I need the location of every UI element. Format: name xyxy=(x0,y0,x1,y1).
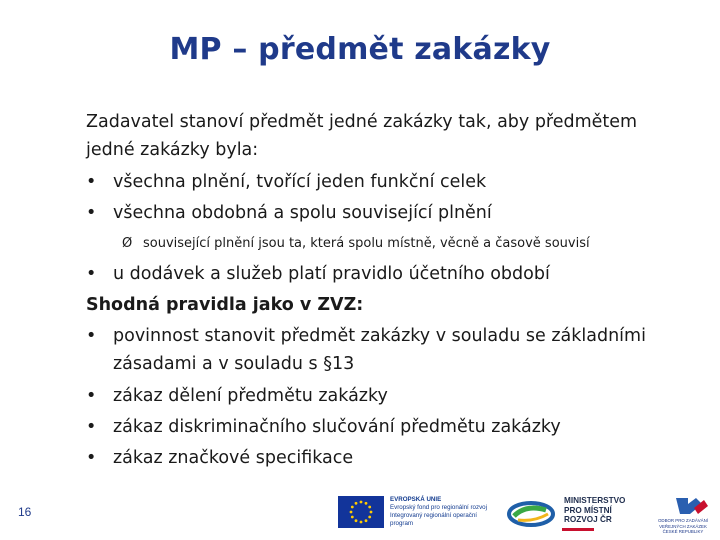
eu-line-3: Integrovaný regionální operační program xyxy=(390,512,478,527)
bullet-icon: • xyxy=(86,264,97,284)
ministry-logo-text xyxy=(564,496,625,525)
footer-logos xyxy=(336,494,720,540)
ministry-line-1: MINISTERSTVO xyxy=(564,496,626,505)
sub-bullet-text: související plnění jsou ta, která spolu místně, věcně a časově souvisí xyxy=(143,236,590,251)
bullet-icon: • xyxy=(86,326,97,346)
bullet-icon: • xyxy=(86,417,97,437)
bullet-text: u dodávek a služeb platí pravidlo účetního období xyxy=(113,264,550,284)
bullet-item xyxy=(86,259,676,290)
bullet-icon: • xyxy=(86,203,97,223)
section-heading: Shodná pravidla jako v ZVZ: xyxy=(86,295,364,315)
gov-line-1: ODBOR PRO ZADÁVÁNÍ VEŘEJNÝCH ZAKÁZEK xyxy=(657,518,708,529)
arrow-bullet-icon: Ø xyxy=(122,236,133,251)
bullet-item xyxy=(86,322,676,378)
bullet-text: všechna plnění, tvořící jeden funkční celek xyxy=(113,172,487,192)
sub-bullet-item xyxy=(86,229,676,259)
page-number: 16 xyxy=(18,505,32,519)
bullet-item xyxy=(86,412,676,443)
bullet-text: povinnost stanovit předmět zakázky v souladu se základními zásadami a v souladu s §13 xyxy=(113,326,646,374)
bullet-text: všechna obdobná a spolu související plnění xyxy=(113,203,492,223)
bullet-text: zákaz značkové specifikace xyxy=(113,448,354,468)
slide-content xyxy=(86,108,676,474)
procurement-office-text xyxy=(646,518,720,535)
eu-heading: EVROPSKÁ UNIE xyxy=(390,496,442,503)
bullet-icon: • xyxy=(86,172,97,192)
eu-logo-text xyxy=(390,496,500,528)
eu-line-2: Evropský fond pro regionální rozvoj xyxy=(390,504,487,511)
ministry-line-2: PRO MÍSTNÍ xyxy=(564,505,612,515)
bullet-text: zákaz dělení předmětu zakázky xyxy=(113,386,388,406)
bullet-item xyxy=(86,167,676,198)
bullet-item xyxy=(86,381,676,412)
irop-logo-icon xyxy=(506,500,556,528)
bullet-icon: • xyxy=(86,448,97,468)
gov-line-2: ČESKÉ REPUBLIKY xyxy=(662,529,704,534)
bullet-item xyxy=(86,443,676,474)
bullet-icon: • xyxy=(86,386,97,406)
bullet-item xyxy=(86,198,676,229)
slide-title: MP – předmět zakázky xyxy=(169,32,551,67)
eu-flag-icon xyxy=(338,496,384,528)
bullet-text: zákaz diskriminačního slučování předmětu zakázky xyxy=(113,417,561,437)
intro-paragraph: Zadavatel stanoví předmět jedné zakázky tak, aby předmětem jedné zakázky byla: xyxy=(86,112,638,160)
ministry-line-3: ROZVOJ ČR xyxy=(564,515,612,524)
